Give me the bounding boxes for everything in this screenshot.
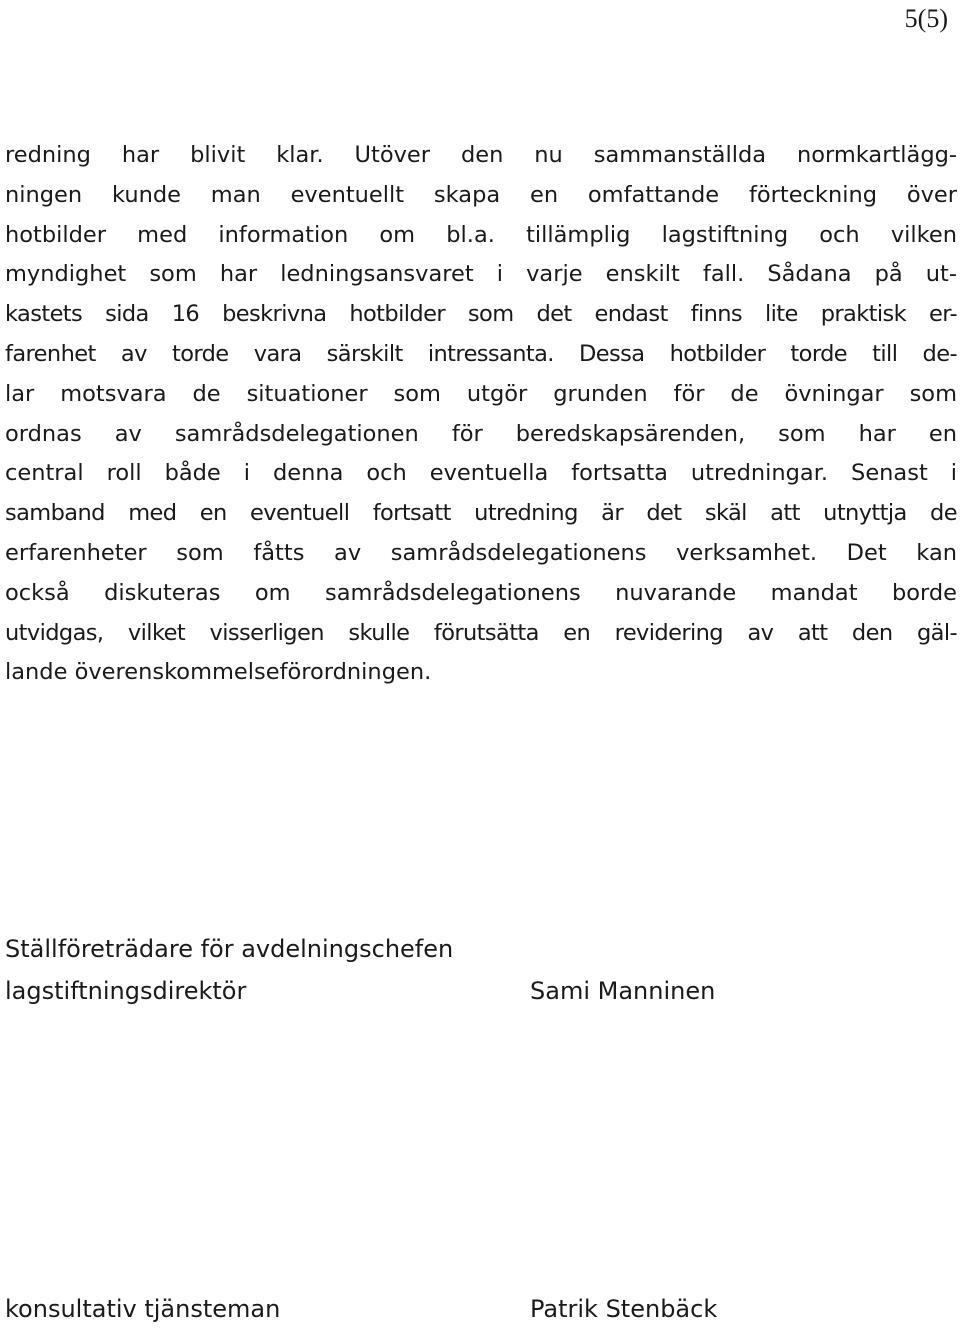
- signatory-title: lagstiftningsdirektör: [5, 977, 247, 1005]
- body-line: kastets sida 16 beskrivna hotbilder som det endast finns lite praktisk er-: [5, 301, 957, 328]
- body-line: också diskuteras om samrådsdelegationens nuvarande mandat borde: [5, 579, 957, 606]
- signatory-name: Patrik Stenbäck: [530, 1295, 718, 1323]
- body-line: hotbilder med information om bl.a. tillämplig lagstiftning och vilken: [5, 221, 957, 248]
- body-line: ordnas av samrådsdelegationen för beredskapsärenden, som har en: [5, 420, 957, 447]
- body-line: redning har blivit klar. Utöver den nu sammanställda normkartlägg-: [5, 142, 957, 168]
- page-number: 5(5): [904, 4, 948, 33]
- body-line: farenhet av torde vara särskilt intressanta. Dessa hotbilder torde till de-: [5, 340, 957, 367]
- body-paragraph: [5, 136, 957, 693]
- body-line: myndighet som har ledningsansvaret i varje enskilt fall. Sådana på ut-: [5, 261, 957, 288]
- body-line: erfarenheter som fåtts av samrådsdelegationens verksamhet. Det kan: [5, 539, 957, 566]
- body-line: ningen kunde man eventuellt skapa en omfattande förteckning över: [5, 181, 957, 208]
- body-line: samband med en eventuell fortsatt utredning är det skäl att utnyttja de: [5, 500, 957, 527]
- body-line: utvidgas, vilket visserligen skulle förutsätta en revidering av att den gäl-: [5, 619, 957, 646]
- signatory-role: Ställföreträdare för avdelningschefen: [5, 935, 454, 963]
- body-line: lar motsvara de situationer som utgör grunden för de övningar som: [5, 380, 957, 407]
- signatory-title: konsultativ tjänsteman: [5, 1295, 281, 1323]
- body-line: central roll både i denna och eventuella fortsatta utredningar. Senast i: [5, 460, 957, 487]
- signatory-name: Sami Manninen: [530, 977, 716, 1005]
- body-line: lande överenskommelseförordningen.: [5, 659, 432, 686]
